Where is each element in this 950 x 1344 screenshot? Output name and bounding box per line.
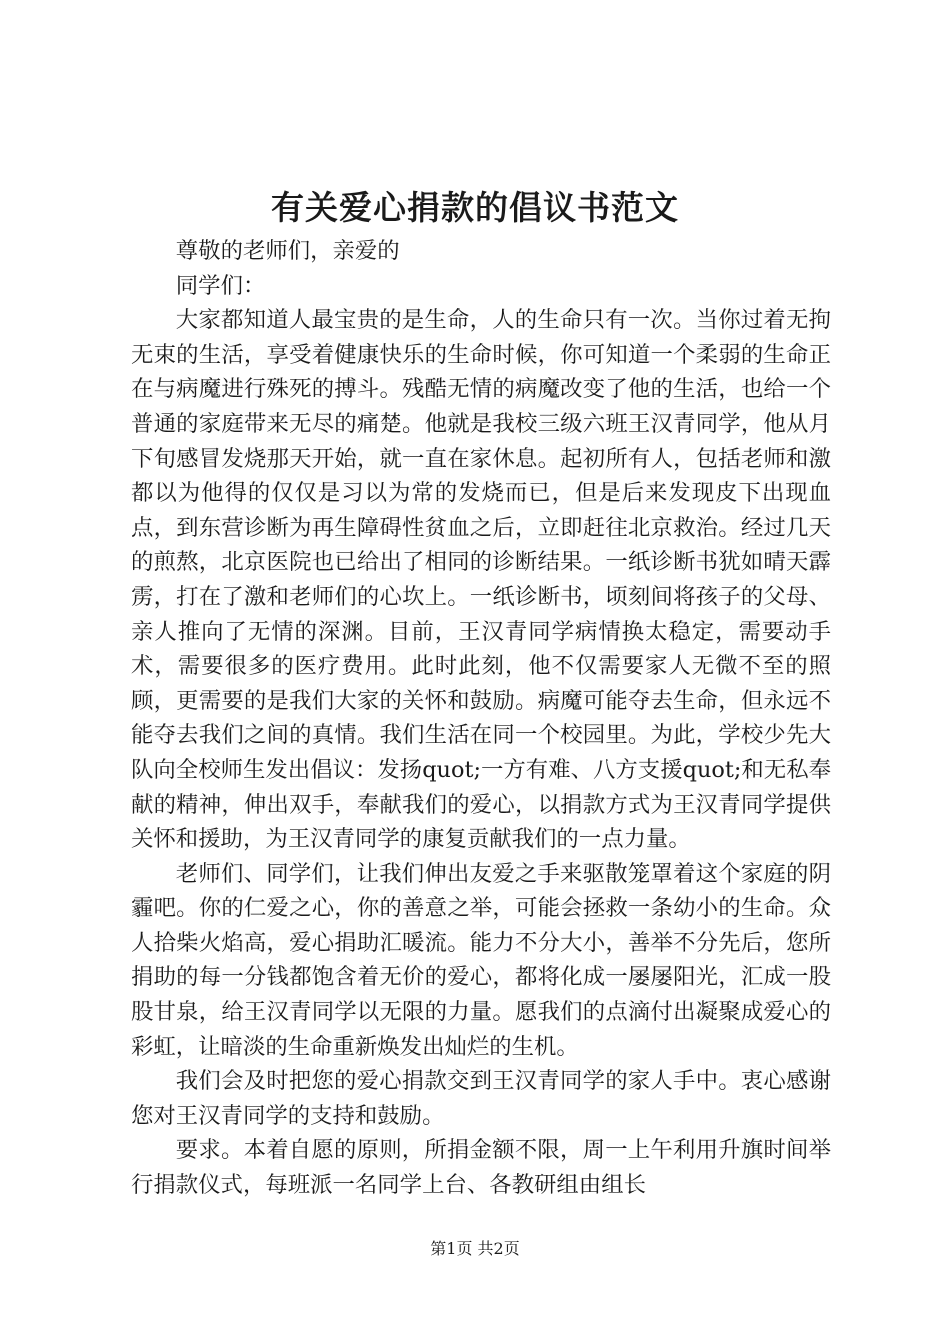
paragraph-4: 要求。本着自愿的原则，所捐金额不限，周一上午利用升旗时间举行捐款仪式，每班派一名同学上台、各教研组由组长 xyxy=(131,1137,831,1199)
paragraph-1: 大家都知道人最宝贵的是生命，人的生命只有一次。当你过着无拘无束的生活，享受着健康快乐的生命时候，你可知道一个柔弱的生命正在与病魔进行殊死的搏斗。残酷无情的病魔改变了他的生活，也给一个普通的家庭带来无尽的痛楚。他就是我校三级六班王汉青同学，他从月下旬感冒发烧那天开始，就一直在家休息。起初所有人，包括老师和激都以为他得的仅仅是习以为常的发烧而已，但是后来发现皮下出现血点，到东营诊断为再生障碍性贫血之后，立即赶往北京救治。经过几天的煎熬，北京医院也已给出了相同的诊断结果。一纸诊断书犹如晴天霹雳，打在了激和老师们的心坎上。一纸诊断书，顷刻间将孩子的父母、亲人推向了无情的深渊。目前，王汉青同学病情换太稳定，需要动手术，需要很多的医疗费用。此时此刻，他不仅需要家人无微不至的照顾，更需要的是我们大家的关怀和鼓励。病魔可能夺去生命，但永远不能夺去我们之间的真情。我们生活在同一个校园里。为此，学校少先大队向全校师生发出倡议：发扬quot;一方有难、八方支援quot;和无私奉献的精神，伸出双手，奉献我们的爱心，以捐款方式为王汉青同学提供关怀和援助，为王汉青同学的康复贡献我们的一点力量。 xyxy=(131,307,831,853)
salutation-line-2: 同学们： xyxy=(175,272,266,299)
document-body xyxy=(131,234,831,1203)
salutation-line-1: 尊敬的老师们，亲爱的 xyxy=(175,238,400,264)
page-footer: 第1页 共2页 xyxy=(430,1239,520,1258)
document-title: 有关爱心捐款的倡议书范文 xyxy=(271,188,679,227)
paragraph-3: 我们会及时把您的爱心捐款交到王汉青同学的家人手中。衷心感谢您对王汉青同学的支持和鼓励。 xyxy=(131,1068,831,1129)
paragraph-2: 老师们、同学们，让我们伸出友爱之手来驱散笼罩着这个家庭的阴霾吧。你的仁爱之心，你的善意之举，可能会拯救一条幼小的生命。众人拾柴火焰高，爱心捐助汇暖流。能力不分大小，善举不分先后，您所捐助的每一分钱都饱含着无价的爱心，都将化成一屡屡阳光，汇成一股股甘泉，给王汉青同学以无限的力量。愿我们的点滴付出凝聚成爱心的彩虹，让暗淡的生命重新焕发出灿烂的生机。 xyxy=(131,860,831,1060)
